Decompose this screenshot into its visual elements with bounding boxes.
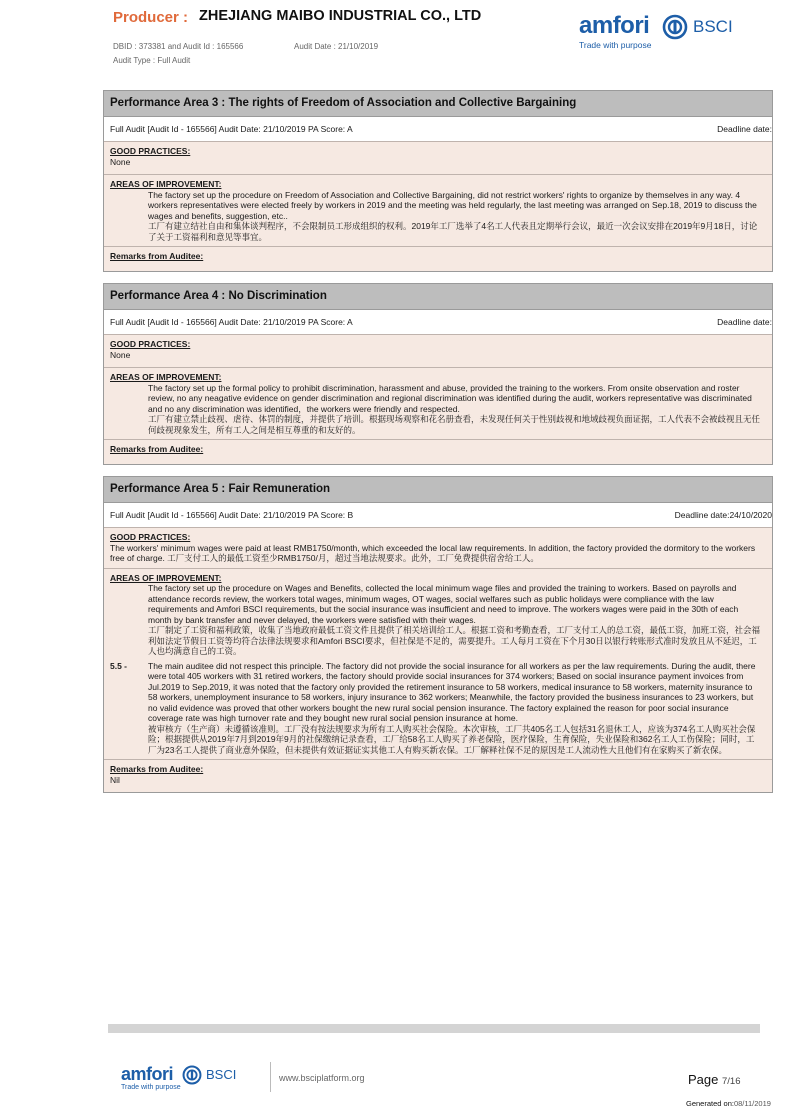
remarks	[104, 760, 772, 792]
deadline-date: Deadline date:	[717, 124, 772, 134]
amfori-bsci-logo	[579, 12, 769, 52]
remarks	[104, 440, 772, 464]
finding-5-5	[110, 661, 766, 756]
footer-url: www.bsciplatform.org	[279, 1073, 365, 1083]
performance-area-4	[103, 283, 773, 465]
improvement-label: AREAS OF IMPROVEMENT:	[110, 572, 222, 583]
good-practices	[104, 335, 772, 368]
footer-amfori-bsci-logo	[121, 1064, 261, 1091]
logo-suffix: BSCI	[693, 17, 733, 36]
audit-line	[104, 117, 772, 142]
improvement-label: AREAS OF IMPROVEMENT:	[110, 372, 222, 382]
finding-text-en: The main auditee did not respect this principle. The factory did not provide the social insurance for all workers as per the law requirements. During the audit, there were total 405 workers with 31 retired workers, the factory should provide social insurances for 374 workers; Based on social insurance payment invoices from Jul.2019 to Sep.2019, it was noted that the factory only provided the retirement insurance to 58 workers, medical insurance to 58 workers, maternity insurance to 58 workers, unemployment insurance to 58 workers, injury insurance to 362 workers; Meanwhile, the factory provided the business insurances to 23 workers, but no valid evidence was proved that other workers bought the new rural social pension insurance. The factory explained the reason for poor social insurance coverage rate was high turnover rate and they bought new rural social pension insurance at home.	[148, 660, 756, 723]
audit-summary: Full Audit [Audit Id - 165566] Audit Date: 21/10/2019 PA Score: B	[110, 510, 354, 520]
footer-logo-swirl-icon	[182, 1065, 202, 1085]
improvement-text-en: The factory set up the formal policy to prohibit discrimination, harassment and abuse, provided the training to the workers. From onsite observation and roster review, no any neagative evidence on gender discrimination and regional discrimination was identified during the audit, workers representative was discriminated and no any discrimination was identified，the workers were friendly and respected.	[148, 382, 752, 414]
section-title: Performance Area 3 : The rights of Freedom of Association and Collective Bargaining	[104, 91, 772, 117]
producer-name: ZHEJIANG MAIBO INDUSTRIAL CO., LTD	[199, 8, 482, 24]
audit-date-text: Audit Date : 21/10/2019	[294, 42, 379, 51]
finding-number: 5.5 -	[110, 660, 128, 671]
page-number: 7/16	[722, 1076, 741, 1087]
finding-text-cn: 被审核方（生产商）未遵循该准则。工厂没有按法规要求为所有工人购买社会保险。本次审核，工厂共405名工人包括31名退休工人，应该为374名工人购买社会保险；根据提供从2019年7月到2019年9月的社保缴纳记录查看，工厂给58名工人购买了养老保险，医疗保险，生育保险，失业保险和362名工人工伤保险；同时，工厂为23名工人提供了商业意外保险，但未提供有效证据证实其他工人有购买新农保。工厂解释社保不足的原因是工人流动性大且他们有在家购买了新农保。	[148, 723, 756, 755]
audit-line	[104, 310, 772, 335]
areas-of-improvement	[104, 175, 772, 247]
footer-logo-word: amfori	[121, 1064, 174, 1084]
improvement-text-en: The factory set up the procedure on Freedom of Association and Collective Bargaining, did not restrict workers' rights to organize by themselves in any way. 4 workers representatives were elected freely by workers in 2019 and the meeting was held regularly, the last meeting was arranged on Sep.18, 2019 to discuss the wages and benefits, suggestion, etc..	[148, 189, 757, 221]
audit-line	[104, 503, 772, 528]
generated-date: 08/11/2019	[733, 1099, 771, 1108]
remarks-label: Remarks from Auditee:	[110, 444, 204, 454]
footer-logo-suffix: BSCI	[206, 1067, 237, 1082]
remarks	[104, 247, 772, 271]
improvement-text-cn: 工厂有建立结社自由和集体谈判程序，不会限制员工形成组织的权利。2019年工厂选举了4名工人代表且定期举行会议，最近一次会议安排在2019年9月18日，讨论了关于工资福利和意见等事宜。	[148, 221, 758, 242]
areas-of-improvement	[104, 569, 772, 761]
page-indicator	[688, 1072, 741, 1087]
section-title: Performance Area 5 : Fair Remuneration	[104, 477, 772, 503]
logo-word: amfori	[579, 12, 650, 39]
performance-area-3	[103, 90, 773, 272]
good-practices-text: None	[110, 349, 131, 360]
areas-of-improvement	[104, 368, 772, 440]
generated-on	[686, 1099, 771, 1108]
page-label: Page	[688, 1072, 719, 1087]
good-practices-text: The workers' minimum wages were paid at least RMB1750/month, which exceeded the local law requirements. In addition, the factory provided the dormitory to the workers free of charge. 工厂支付工人的最低工资至少RMB1750/月，超过当地法规要求。此外，工厂免费提供宿舍给工人。	[110, 542, 756, 563]
audit-summary: Full Audit [Audit Id - 165566] Audit Date: 21/10/2019 PA Score: A	[110, 124, 353, 134]
remarks-label: Remarks from Auditee:	[110, 251, 204, 261]
improvement-text-en: The factory set up the procedure on Wages and Benefits, collected the local minimum wage files and provided the training to workers. Based on payrolls and attendance records review, the workers total wages, minimum wages, OT wages, social welfares such as public holidays were compliance with the law requirements and Amfori BSCI requirements, but the social insurance was insufficient and need to improve. The workers wages were paid in the 30th of each month by bank transfer and never delayed, the workers were satisfied with their wages.	[148, 583, 739, 625]
audit-type-text: Audit Type : Full Audit	[113, 56, 191, 65]
good-practices-text: None	[110, 156, 131, 167]
footer-separator	[270, 1062, 271, 1092]
improvement-text-cn: 工厂有建立禁止歧视、虐待、体罚的制度，并提供了培训。根据现场观察和花名册查看，未发现任何关于性别歧视和地域歧视负面证据，工人代表不会被歧视且无任何歧视现象发生，所有工人之间是相互尊重的和友好的。	[148, 414, 761, 435]
good-practices-label: GOOD PRACTICES:	[110, 532, 191, 542]
good-practices-label: GOOD PRACTICES:	[110, 146, 191, 156]
improvement-text-cn: 工厂制定了工资和福利政策，收集了当地政府最低工资文件且提供了相关培训给工人。根据工资和考勤查看，工厂支付工人的总工资，最低工资，加班工资，社会福利如法定节假日工资等均符合法律法规要求和Amfori BSCI要求，但社保是不足的，需要提升。工人每月工资在下个月30日以银行转账形式准时发放且从不延迟，工人也均满意自己的工资。	[148, 625, 761, 656]
remarks-text: Nil	[110, 774, 120, 785]
good-practices	[104, 142, 772, 175]
deadline-date: Deadline date:	[717, 317, 772, 327]
footer-divider-bar	[108, 1024, 760, 1033]
audit-summary: Full Audit [Audit Id - 165566] Audit Date: 21/10/2019 PA Score: A	[110, 317, 353, 327]
good-practices-label: GOOD PRACTICES:	[110, 339, 191, 349]
deadline-date: Deadline date:24/10/2020	[674, 510, 772, 520]
generated-label: Generated on:	[686, 1099, 734, 1108]
logo-swirl-icon	[662, 14, 688, 40]
section-title: Performance Area 4 : No Discrimination	[104, 284, 772, 310]
remarks-label: Remarks from Auditee:	[110, 764, 204, 774]
producer-label: Producer :	[113, 9, 189, 26]
logo-tagline: Trade with purpose	[579, 40, 652, 50]
dbid-text: DBID : 373381 and Audit Id : 165566	[113, 42, 244, 51]
footer-logo-tagline: Trade with purpose	[121, 1084, 181, 1091]
good-practices	[104, 528, 772, 569]
improvement-label: AREAS OF IMPROVEMENT:	[110, 179, 222, 189]
performance-area-5	[103, 476, 773, 793]
